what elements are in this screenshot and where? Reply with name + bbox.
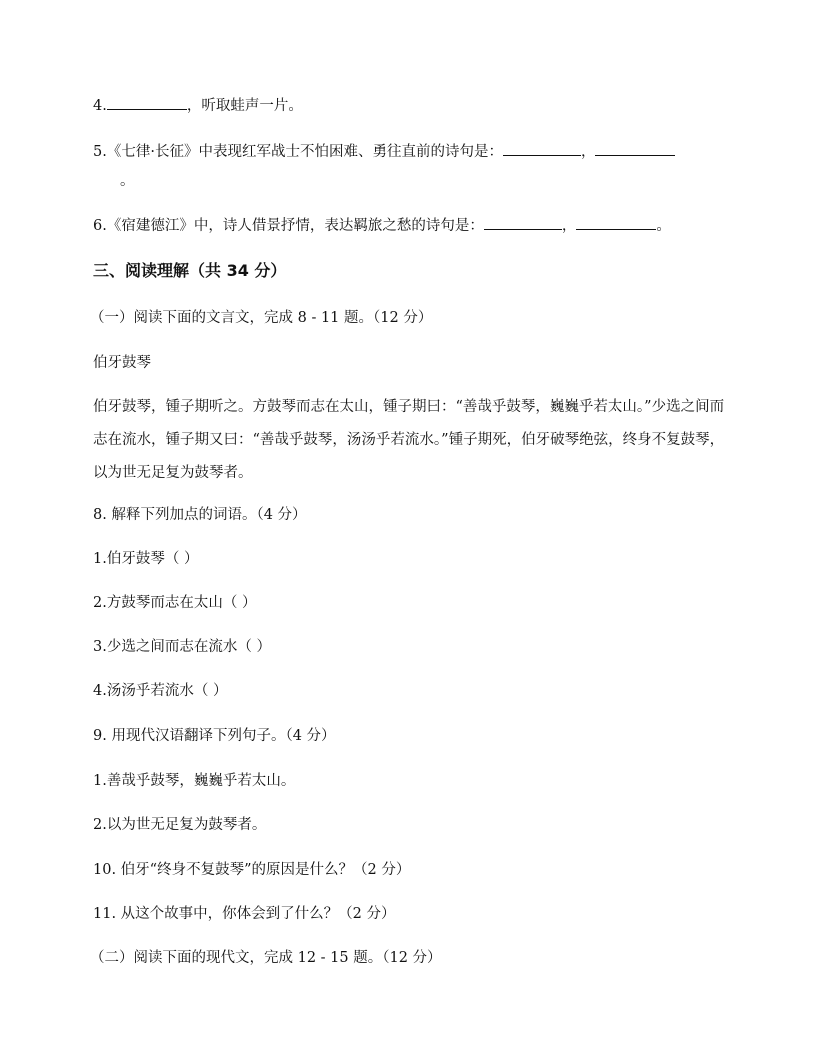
question-9-item: 1.善哉乎鼓琴，巍巍乎若太山。 (93, 773, 296, 789)
period: 。 (656, 218, 671, 234)
answer-blank[interactable] (503, 141, 581, 156)
question-9: 9. 用现代汉语翻译下列句子。（4 分） (93, 728, 336, 744)
question-8-item: 4.汤汤乎若流水（ ） (93, 683, 228, 699)
question-9-item: 2.以为世无足复为鼓琴者。 (93, 817, 267, 833)
answer-blank[interactable] (576, 215, 656, 230)
question-number: 6. (93, 218, 107, 234)
passage-title: 伯牙鼓琴 (93, 355, 151, 371)
question-8: 8. 解释下列加点的词语。（4 分） (93, 507, 307, 523)
period: 。 (120, 173, 135, 189)
question-8-item: 3.少选之间而志在流水（ ） (93, 639, 271, 655)
part-2-intro: （二）阅读下面的现代文，完成 12 - 15 题。（12 分） (90, 950, 442, 966)
section-heading: 三、阅读理解（共 34 分） (93, 261, 287, 280)
question-number: 5. (93, 144, 107, 160)
question-text: 《宿建德江》中，诗人借景抒情，表达羁旅之愁的诗句是： (106, 218, 484, 234)
answer-blank[interactable] (107, 95, 187, 110)
question-8-item: 2.方鼓琴而志在太山（ ） (93, 595, 257, 611)
question-6 (93, 215, 671, 236)
answer-blank[interactable] (484, 215, 562, 230)
question-4 (93, 95, 303, 116)
question-11: 11. 从这个故事中，你体会到了什么？（2 分） (93, 906, 396, 922)
passage-text: 伯牙鼓琴，锺子期听之。方鼓琴而志在太山，锺子期曰：“善哉乎鼓琴，巍巍乎若太山。”少选之间而志在流水，锺子期又曰：“善哉乎鼓琴，汤汤乎若流水。”锺子期死，伯牙破琴绝弦，终身不复鼓琴，以为世无足复为鼓琴者。 (93, 399, 725, 481)
question-text: 《七律·长征》中表现红军战士不怕困难、勇往直前的诗句是： (106, 144, 503, 160)
separator: ， (580, 144, 596, 160)
question-text: ，听取蛙声一片。 (186, 98, 303, 114)
question-number: 4. (93, 98, 107, 114)
separator: ， (561, 218, 577, 234)
part-1-intro: （一）阅读下面的文言文，完成 8 - 11 题。（12 分） (90, 310, 433, 326)
answer-blank[interactable] (595, 141, 675, 156)
question-8-item: 1.伯牙鼓琴（ ） (93, 551, 199, 567)
question-5 (93, 141, 675, 162)
question-5-end (120, 171, 135, 191)
question-10: 10. 伯牙“终身不复鼓琴”的原因是什么？（2 分） (93, 862, 411, 878)
